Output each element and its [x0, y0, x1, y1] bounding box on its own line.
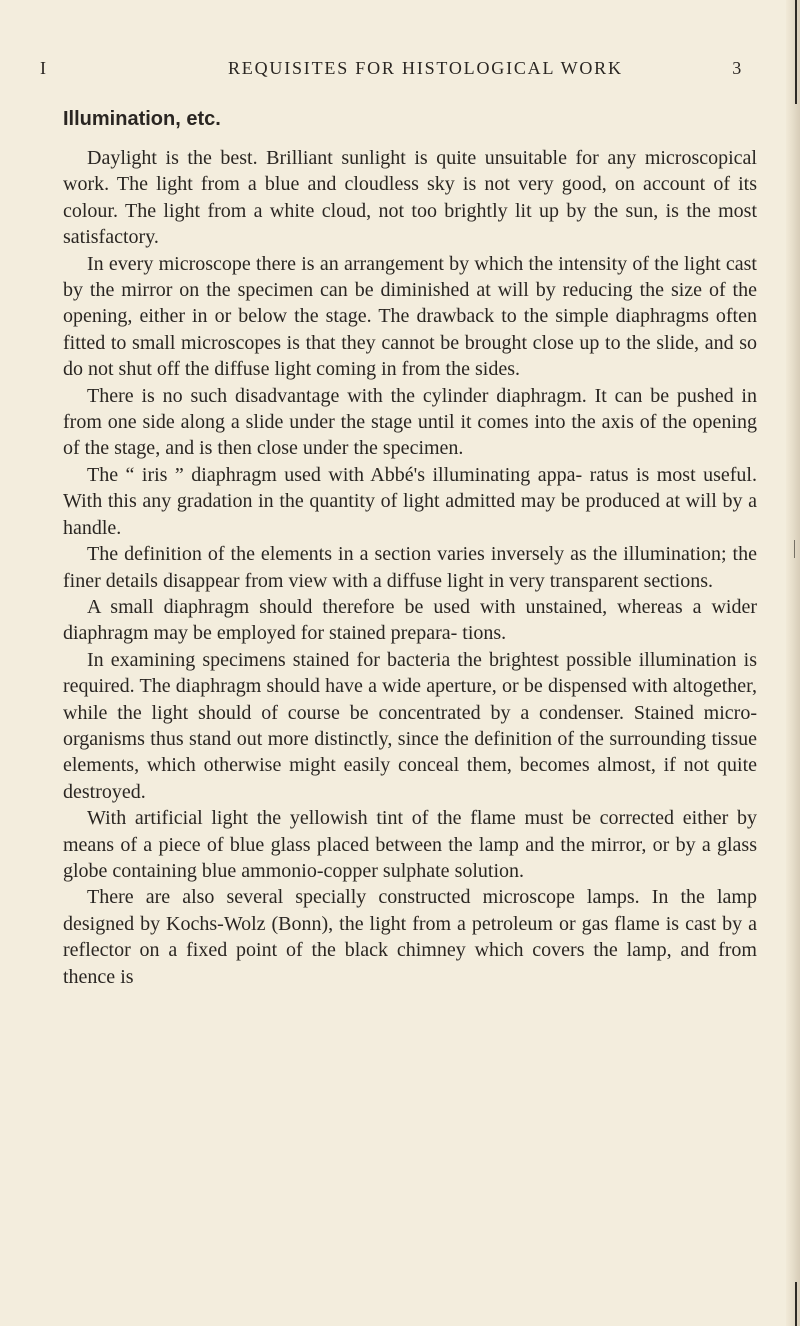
- chapter-number: I: [40, 58, 48, 78]
- paragraph: There are also several specially constructed microscope lamps. In the lamp designed by Kochs-Wolz (Bonn), the light from a petroleum or gas flame is cast by a reflector on a fixed point of the black chimney which covers the lamp, and from thence is: [63, 886, 757, 988]
- paragraph: With artificial light the yellowish tint of the flame must be corrected either by means of a piece of blue glass placed between the lamp and the mirror, or by a glass globe containing blue ammonio-copper sulphate solution.: [63, 807, 757, 882]
- section-heading: Illumination, etc.: [63, 108, 221, 130]
- paragraph: In examining specimens stained for bacteria the brightest possible illumination is required. The diaphragm should have a wide aperture, or be dispensed with altogether, while the light should of course be concentrated by a condenser. Stained micro- organisms thus stand out more distinctly, since the definition of the surrounding tissue elements, which otherwise might easily conceal them, becomes almost, if not quite destroyed.: [63, 648, 757, 803]
- page-edge: [786, 0, 800, 1326]
- paragraph: A small diaphragm should therefore be used with unstained, whereas a wider diaphragm may be employed for stained prepara- tions.: [63, 595, 757, 645]
- edge-mark: [795, 1282, 797, 1326]
- running-header: [40, 58, 780, 82]
- body-text: [63, 145, 757, 990]
- paragraph: There is no such disadvantage with the cylinder diaphragm. It can be pushed in from one side along a slide under the stage until it comes into the axis of the opening of the stage, and is then close under the specimen.: [63, 384, 757, 460]
- paragraph: The definition of the elements in a section varies inversely as the illumination; the finer details disappear from view with a diffuse light in very transparent sections.: [63, 543, 757, 592]
- running-title: REQUISITES FOR HISTOLOGICAL WORK: [228, 58, 623, 78]
- paragraph: In every microscope there is an arrangement by which the intensity of the light cast by the mirror on the specimen can be diminished at will by reducing the size of the opening, either in or below the stage. The drawback to the simple diaphragms often fitted to small microscopes is that they cannot be brought close up to the slide, and so do not shut off the diffuse light coming in from the sides.: [63, 252, 757, 381]
- paragraph: Daylight is the best. Brilliant sunlight is quite unsuitable for any microscopical work. The light from a blue and cloudless sky is not very good, on account of its colour. The light from a white cloud, not too brightly lit up by the sun, is the most satisfactory.: [63, 147, 757, 249]
- page-number: 3: [732, 58, 743, 78]
- edge-mark: [795, 0, 797, 104]
- edge-mark: [794, 540, 795, 558]
- paragraph: The “ iris ” diaphragm used with Abbé's illuminating appa- ratus is most useful. With this any gradation in the quantity of light admitted may be produced at will by a handle.: [63, 463, 757, 539]
